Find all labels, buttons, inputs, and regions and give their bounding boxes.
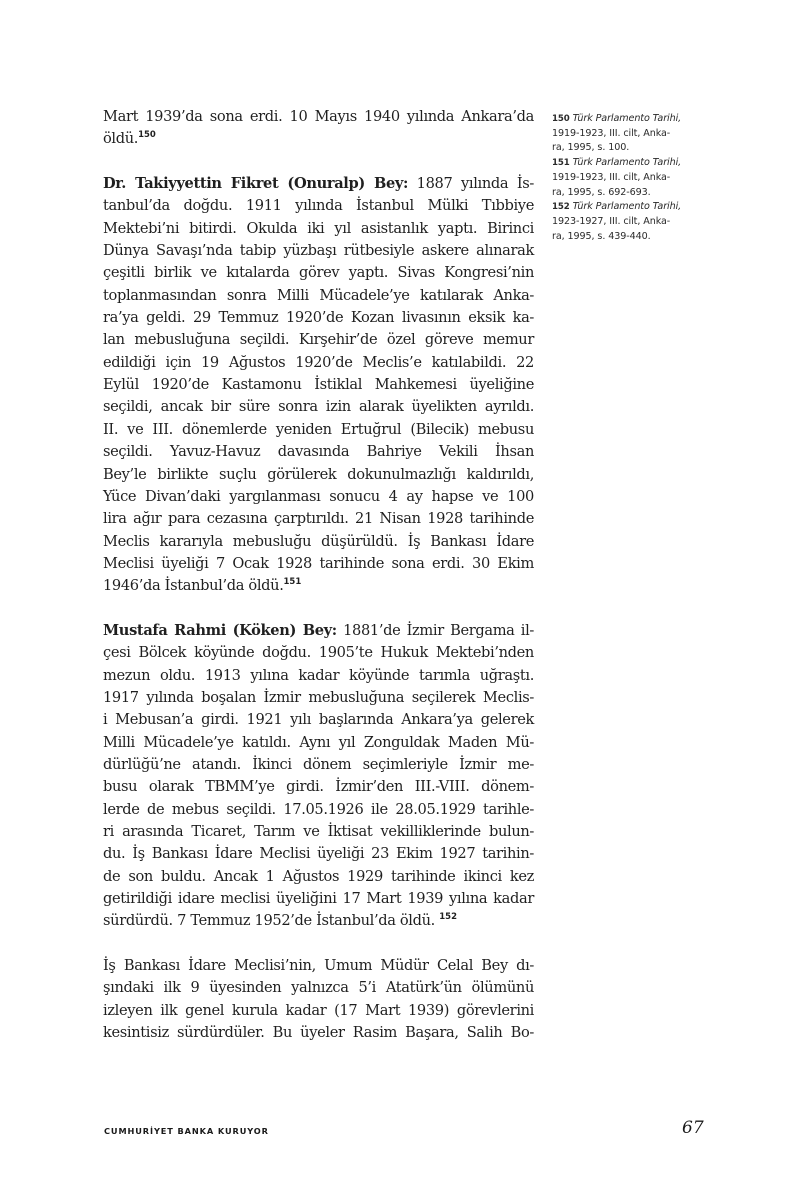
text-line: şındaki ilk 9 üyesinden yalnızca 5’i Atatürk’ün ölümünü (103, 979, 534, 997)
text-line: çeşitli birlik ve kıtalarda görev yaptı. Sivas Kongresi’nin (103, 264, 534, 282)
paragraph-gap (103, 598, 534, 620)
text-line: Yüce Divan’daki yargılanması sonucu 4 ay hapse ve 100 (103, 487, 534, 505)
text-line: busu olarak TBMM’ye girdi. İzmir’den III.-VIII. dönem- (103, 778, 534, 796)
paragraph-continuation (103, 106, 534, 151)
footnote-title: Türk Parlamento Tarihi, (572, 113, 682, 124)
footnote-line (552, 112, 702, 127)
paragraph-gap (103, 933, 534, 955)
text-line: Mektebi’ni bitirdi. Okulda iki yıl asistanlık yaptı. Birinci (103, 219, 534, 237)
text-fragment: 1946’da İstanbul’da öldü. (103, 577, 284, 595)
text-line: Meclisi üyeliği 7 Ocak 1928 tarihinde sona erdi. 30 Ekim (103, 554, 534, 572)
text-line: 1917 yılında boşalan İzmir mebusluğuna seçilerek Meclis- (103, 688, 534, 706)
footnote-line: ra, 1995, s. 100. (552, 142, 630, 154)
footnote-number: 152 (552, 202, 570, 213)
text-line: ri arasında Ticaret, Tarım ve İktisat vekilliklerinde bulun- (103, 823, 534, 840)
text-line: Meclis kararıyla mebusluğu düşürüldü. İş Bankası İdare (103, 532, 534, 550)
footnote-number: 151 (552, 158, 570, 169)
footnote-title: Türk Parlamento Tarihi, (572, 201, 682, 213)
footnote-ref-151[interactable]: 151 (283, 577, 302, 588)
text-line: dürlüğü’ne atandı. İkinci dönem seçimleriyle İzmir me- (103, 755, 534, 773)
text-line: getirildiği idare meclisi üyeliğini 17 Mart 1939 yılına kadar (103, 890, 534, 908)
footnote-ref-150[interactable]: 150 (138, 130, 156, 141)
running-footer-title: CUMHURİYET BANKA KURUYOR (104, 1126, 269, 1136)
main-text-column (103, 106, 534, 1044)
page-number: 67 (682, 1118, 704, 1138)
text-line: lerde de mebus seçildi. 17.05.1926 ile 28.05.1929 tarihle- (103, 800, 534, 818)
footnote-line: 1919-1923, III. cilt, Anka- (552, 127, 671, 139)
footnote-line: 1923-1927, III. cilt, Anka- (552, 215, 671, 227)
text-line (103, 575, 534, 597)
text-fragment: 1881’de İzmir Bergama il- (336, 621, 534, 639)
footnote-150 (552, 112, 702, 156)
footnote-151 (552, 156, 702, 200)
paragraph-takiyyettin-fikret (103, 173, 534, 598)
text-line: Bey’le birlikte suçlu görülerek dokunulmazlığı kaldırıldı, (103, 465, 534, 483)
text-line: Mart 1939’da sona erdi. 10 Mayıs 1940 yılında Ankara’da (103, 108, 534, 125)
text-line: toplanmasından sonra Milli Mücadele’ye katılarak Anka- (103, 286, 534, 304)
paragraph-is-bankasi-meclis (103, 955, 534, 1044)
footnote-line: 1919-1923, III. cilt, Anka- (552, 171, 671, 183)
text-line: seçildi, ancak bir süre sonra izin alarak üyelikten ayrıldı. (103, 398, 534, 416)
text-line: seçildi. Yavuz-Havuz davasında Bahriye Vekili İhsan (103, 443, 534, 461)
paragraph-gap (103, 151, 534, 173)
text-line: II. ve III. dönemlerde yeniden Ertuğrul (Bilecik) mebusu (103, 420, 534, 438)
text-line (103, 173, 534, 195)
text-line: İş Bankası İdare Meclisi’nin, Umum Müdür Celal Bey dı- (103, 957, 534, 975)
text-line: i Mebusan’a girdi. 1921 yılı başlarında Ankara’ya gelerek (103, 711, 534, 729)
person-heading: Dr. Takiyyettin Fikret (Onuralp) Bey: (103, 175, 409, 193)
footnote-line (552, 200, 702, 215)
text-line (103, 128, 534, 150)
footnote-line: ra, 1995, s. 692-693. (552, 186, 651, 198)
text-line (103, 910, 534, 932)
text-line: de son buldu. Ancak 1 Ağustos 1929 tarihinde ikinci kez (103, 867, 534, 885)
text-line: mezun oldu. 1913 yılına kadar köyünde tarımla uğraştı. (103, 666, 534, 684)
text-line: Dünya Savaşı’nda tabip yüzbaşı rütbesiyle askere alınarak (103, 242, 534, 260)
text-line: çesi Bölcek köyünde doğdu. 1905’te Hukuk Mektebi’nden (103, 644, 534, 662)
text-line: lan mebusluğuna seçildi. Kırşehir’de özel göreve memur (103, 331, 534, 349)
text-fragment: 1887 yılında İs- (408, 175, 534, 193)
sidenotes-column (552, 112, 702, 244)
text-line: Milli Mücadele’ye katıldı. Aynı yıl Zonguldak Maden Mü- (103, 733, 534, 751)
footnote-number: 150 (552, 114, 570, 124)
footnote-title: Türk Parlamento Tarihi, (572, 157, 682, 169)
text-line: kesintisiz sürdürdüler. Bu üyeler Rasim Başara, Salih Bo- (103, 1024, 534, 1042)
footnote-ref-152[interactable]: 152 (439, 912, 457, 923)
text-line: izleyen ilk genel kurula kadar (17 Mart 1939) görevlerini (103, 1001, 534, 1019)
person-heading: Mustafa Rahmi (Köken) Bey: (103, 621, 337, 639)
text-line: du. İş Bankası İdare Meclisi üyeliği 23 Ekim 1927 tarihin- (103, 845, 534, 863)
text-line: tanbul’da doğdu. 1911 yılında İstanbul Mülki Tıbbiye (103, 197, 534, 215)
text-line: Eylül 1920’de Kastamonu İstiklal Mahkemesi üyeliğine (103, 376, 534, 394)
text-line: lira ağır para cezasına çarptırıldı. 21 Nisan 1928 tarihinde (103, 510, 534, 528)
text-fragment: öldü. (103, 130, 139, 148)
footnote-line: ra, 1995, s. 439-440. (552, 230, 651, 242)
footnote-line (552, 156, 702, 171)
text-line (103, 620, 534, 642)
text-line: edildiği için 19 Ağustos 1920’de Meclis’e katılabildi. 22 (103, 353, 534, 371)
text-fragment: sürdürdü. 7 Temmuz 1952’de İstanbul’da öldü. (103, 912, 440, 930)
paragraph-mustafa-rahmi (103, 620, 534, 933)
text-line: ra’ya geldi. 29 Temmuz 1920’de Kozan livasının eksik ka- (103, 309, 534, 327)
footnote-152 (552, 200, 702, 244)
